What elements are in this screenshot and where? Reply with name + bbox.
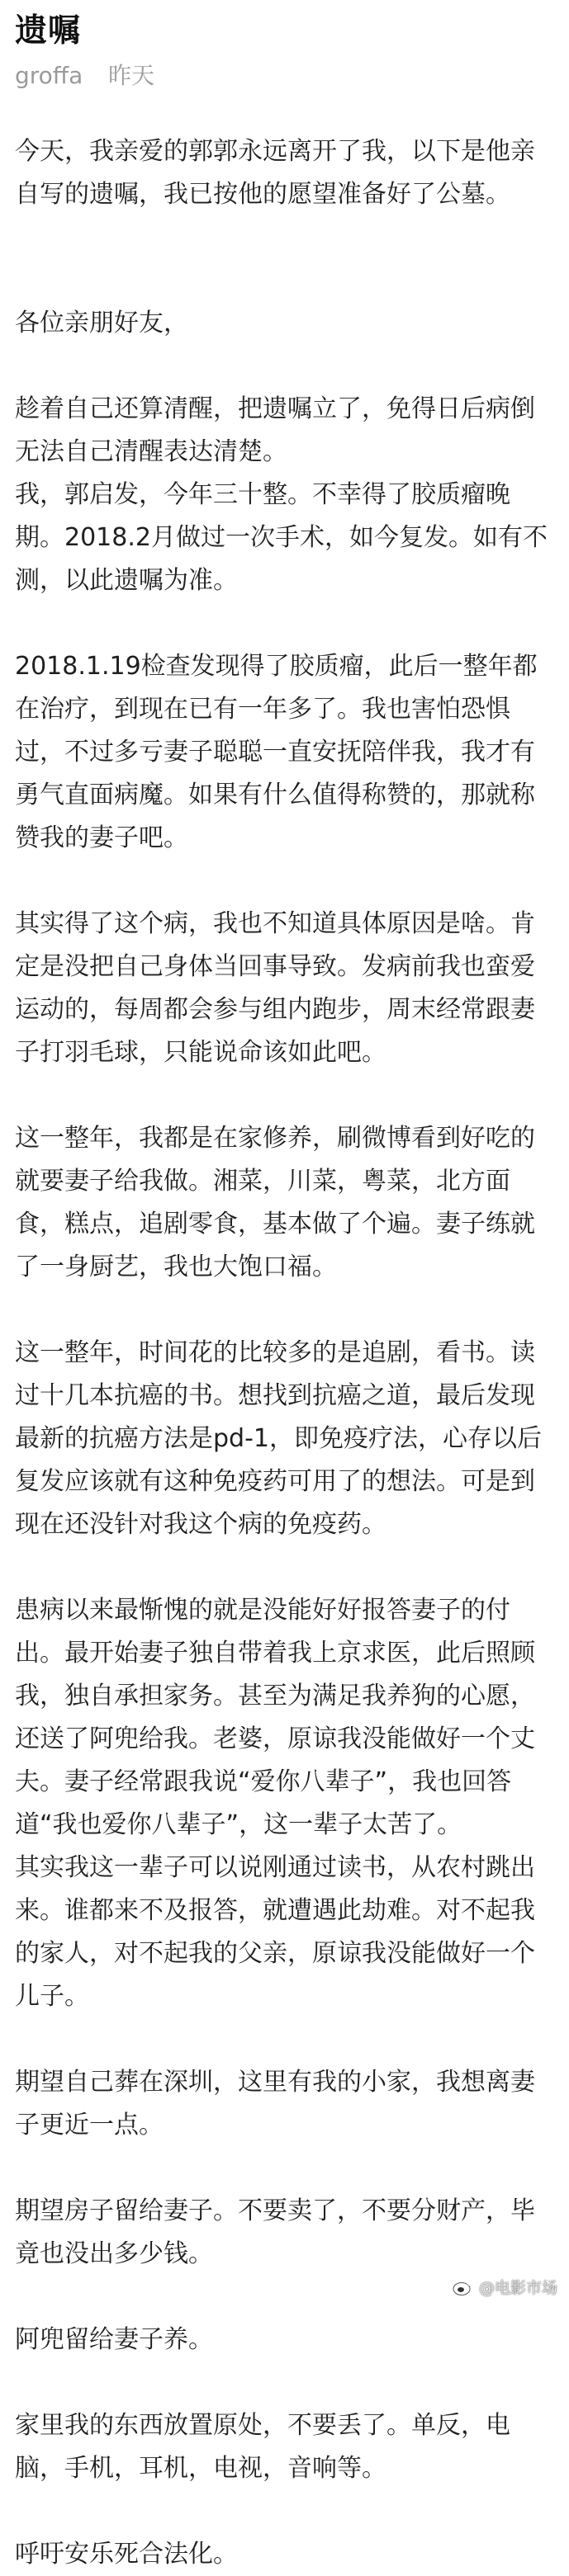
watermark-text: @电影市场: [478, 2279, 557, 2297]
post-time: 昨天: [108, 62, 155, 89]
article-meta: [15, 59, 154, 92]
watermark: [453, 2276, 557, 2298]
weibo-icon: [453, 2278, 474, 2296]
author-name[interactable]: groffa: [15, 62, 83, 89]
article-body: 今天，我亲爱的郭郭永远离开了我，以下是他亲自写的遗嘱，我已按他的愿望准备好了公墓。 各位亲朋好友， 趁着自己还算清醒，把遗嘱立了，免得日后病倒无法自己清醒表达清楚。 我，郭启发，今年三十整。不幸得了胶质瘤晚期。2018.2月做过一次手术，如今复发。如有不测，以此遗嘱为准。 2018.1.19检查发现得了胶质瘤，此后一整年都在治疗，到现在已有一年多了。我也害怕恐惧过，不过多亏妻子聪聪一直安抚陪伴我，我才有勇气直面病魔。如果有什么值得称赞的，那就称赞我的妻子吧。 其实得了这个病，我也不知道具体原因是啥。肯定是没把自己身体当回事导致。发病前我也蛮爱运动的，每周都会参与组内跑步，周末经常跟妻子打羽毛球，只能说命该如此吧。 这一整年，我都是在家修养，刷微博看到好吃的就要妻子给我做。湘菜，川菜，粤菜，北方面食，糕点，追剧零食，基本做了个遍。妻子练就了一身厨艺，我也大饱口福。 这一整年，时间花的比较多的是追剧，看书。读过十几本抗癌的书。想找到抗癌之道，最后发现最新的抗癌方法是pd-1，即免疫疗法，心存以后复发应该就有这种免疫药可用了的想法。可是到现在还没针对我这个病的免疫药。 患病以来最惭愧的就是没能好好报答妻子的付出。最开始妻子独自带着我上京求医，此后照顾我，独自承担家务。甚至为满足我养狗的心愿，还送了阿兜给我。老婆，原谅我没能做好一个丈夫。妻子经常跟我说“爱你八辈子”，我也回答道“我也爱你八辈子”，这一辈子太苦了。 其实我这一辈子可以说刚通过读书，从农村跳出来。谁都来不及报答，就遭遇此劫难。对不起我的家人，对不起我的父亲，原谅我没能做好一个儿子。 期望自己葬在深圳，这里有我的小家，我想离妻子更近一点。 期望房子留给妻子。不要卖了，不要分财产，毕竟也没出多少钱。 阿兜留给妻子养。 家里我的东西放置原处，不要丢了。单反，电脑，手机，耳机，电视，音响等。 呼吁安乐死合法化。: [15, 137, 548, 2569]
article-title: 遗嘱: [15, 12, 82, 50]
